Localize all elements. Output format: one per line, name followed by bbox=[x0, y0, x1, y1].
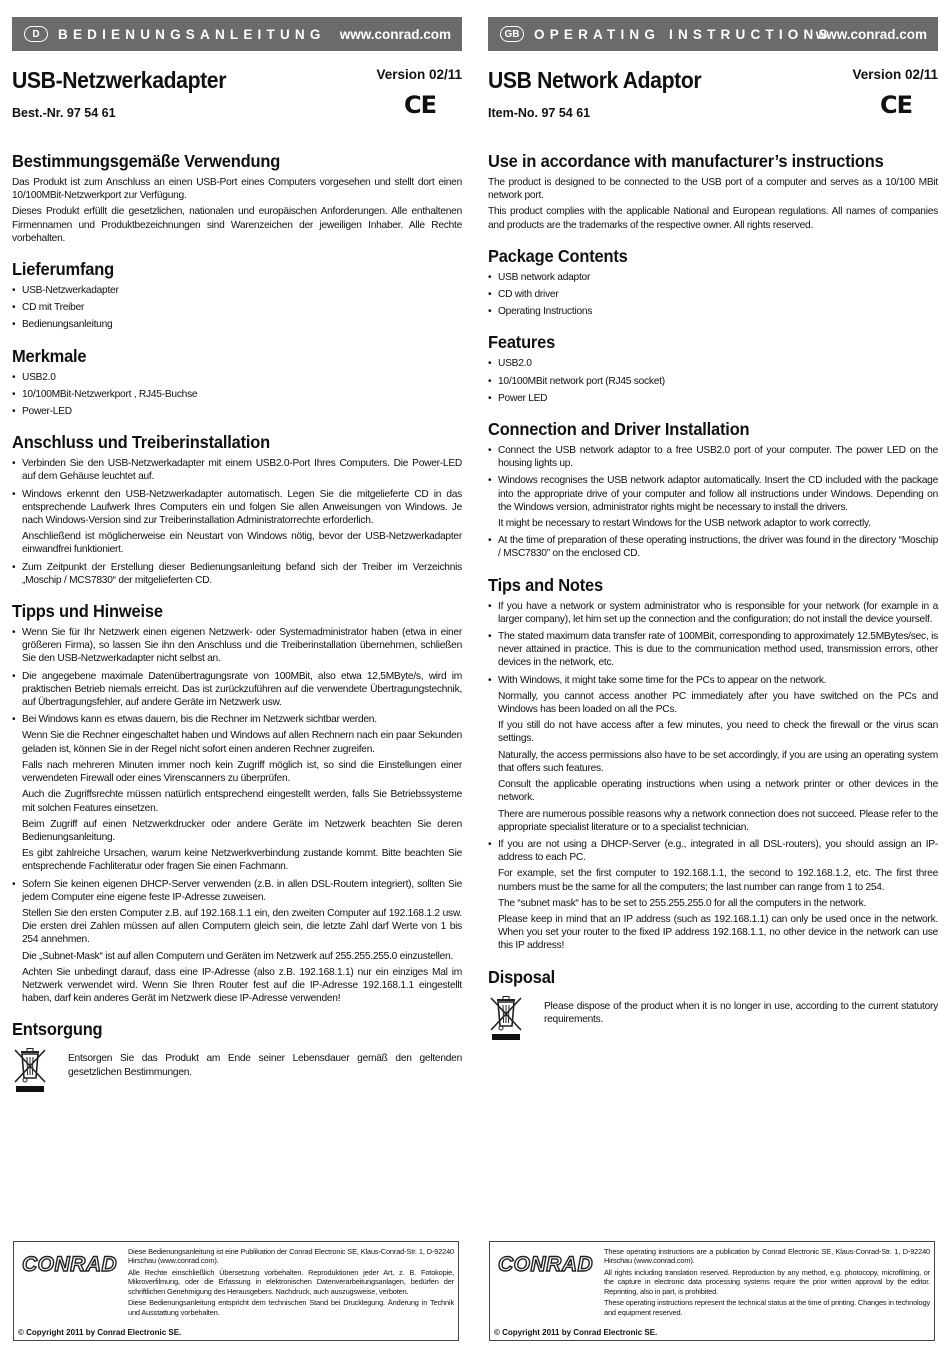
ce-mark-icon: CE bbox=[403, 91, 436, 119]
section-heading-package-de: Lieferumfang bbox=[12, 259, 114, 280]
list-item bbox=[12, 713, 462, 873]
package-list-de bbox=[12, 284, 462, 332]
section-heading-tips-en: Tips and Notes bbox=[488, 574, 603, 595]
list-item bbox=[12, 488, 462, 557]
list-item bbox=[488, 534, 938, 560]
sub-paragraph: Wenn Sie die Rechner eingeschaltet haben und Windows auf allen Rechnern nach ein paar Sekunden geladen ist, können Sie in der Regel nicht sofort einen anderen Rechner zugreifen. bbox=[22, 730, 462, 755]
english-column bbox=[488, 17, 938, 1042]
german-column bbox=[12, 17, 462, 1094]
language-badge-de: D bbox=[24, 26, 48, 42]
section-heading-features-en: Features bbox=[488, 332, 556, 353]
list-item: • USB2.0 bbox=[488, 357, 938, 370]
paragraph: Das Produkt ist zum Anschluss an einen USB-Port eines Computers vorgesehen und stellt dort einen 10/100MBit-Netzwerkport zur Verfügung. bbox=[12, 177, 462, 202]
disposal-block-de bbox=[12, 1046, 462, 1094]
version-label-en: Version 02/11 bbox=[852, 67, 938, 82]
list-item bbox=[488, 630, 938, 670]
footer-paragraph: All rights including translation reserved. Reproduction by any method, e.g. photocopy, microfilming, or the capture in electronic data processing systems require the prior written approval by the editor. Reprinting, also in part, is prohibited. bbox=[604, 1268, 930, 1296]
conrad-logo-text: CONRAD bbox=[498, 1253, 594, 1276]
sub-paragraph: Beim Zugriff auf einen Netzwerkdrucker oder andere Geräte im Netzwerk beachten Sie deren Bedienungsanleitung. bbox=[22, 818, 462, 843]
list-item bbox=[488, 838, 938, 953]
sub-paragraph: Falls nach mehreren Minuten immer noch kein Zugriff möglich ist, so sind die Einstellungen einer verwendeten Firewall oder eines Virenscanners zu überprüfen. bbox=[22, 759, 462, 785]
sub-paragraph: Please keep in mind that an IP address (such as 192.168.1.1) can only be used once in the network. When you set your router to the fixed IP address 192.168.1.1, no other device in the network can use this IP address! bbox=[498, 913, 938, 952]
footer-text-de bbox=[128, 1247, 454, 1320]
bullet-text: Wenn Sie für Ihr Netzwerk einen eigenen Netzwerk- oder Systemadministrator haben (etwa in einer größeren Firma), so lassen Sie ihn den Anschluss und die Treiberinstallation übernehmen, schließen Sie den USB-Netzwerkadapter nicht selbst an. bbox=[22, 627, 462, 665]
footer-paragraph: Alle Rechte einschließlich Übersetzung vorbehalten. Reproduktionen jeder Art, z. B. Fotokopie, Mikroverfilmung, oder die Erfassung in elektronischen Datenverarbeitungsanlagen, bedürfen der schriftlichen Genehmigung des Herausgebers. Nachdruck, auch auszugsweise, verboten. bbox=[128, 1268, 454, 1296]
banner-url-de: www.conrad.com bbox=[339, 26, 451, 42]
sub-paragraph: Anschließend ist möglicherweise ein Neustart von Windows nötig, bevor der USB-Netzwerkadapter einwandfrei funktioniert. bbox=[22, 531, 462, 556]
package-list-en bbox=[488, 271, 938, 319]
copyright-en: © Copyright 2011 by Conrad Electronic SE. bbox=[494, 1328, 658, 1337]
list-item bbox=[12, 626, 462, 666]
copyright-de: © Copyright 2011 by Conrad Electronic SE. bbox=[18, 1328, 182, 1337]
footer-paragraph: These operating instructions represent the technical status at the time of printing. Changes in technology and equipment reserved. bbox=[604, 1298, 930, 1317]
bullet-text: At the time of preparation of these operating instructions, the driver was found in the directory “Moschip / MSC7830” on the enclosed CD. bbox=[498, 535, 938, 560]
section-heading-package-en: Package Contents bbox=[488, 245, 628, 266]
bullet-text: Bei Windows kann es etwas dauern, bis die Rechner im Netzwerk sichtbar werden. bbox=[22, 714, 377, 726]
list-item bbox=[12, 670, 462, 710]
paragraph: Dieses Produkt erfüllt die gesetzlichen, nationalen und europäischen Anforderungen. Alle enthaltenen Firmennamen und Produktbezeichnungen sind Warenzeichen der jeweiligen Inhaber. Alle Rechte vorbehalten. bbox=[12, 206, 462, 244]
publisher-footer-en bbox=[489, 1241, 935, 1341]
paragraph: The product is designed to be connected to the USB port of a computer and serves as a 10/100 MBit network port. bbox=[488, 177, 938, 202]
sub-paragraph: For example, set the first computer to 192.168.1.1, the second to 192.168.1.2, etc. The first three numbers must be the same for all the computers; the last number can range from 1 to 254. bbox=[498, 868, 938, 893]
section-heading-intended-use-de: Bestimmungsgemäße Verwendung bbox=[12, 151, 281, 171]
tips-list-en bbox=[488, 600, 938, 953]
list-item: • USB network adaptor bbox=[488, 271, 938, 284]
bullet-text: Connect the USB network adaptor to a free USB2.0 port of your computer. The power LED on the housing lights up. bbox=[498, 445, 938, 470]
product-title-de: USB-Netzwerkadapter bbox=[12, 67, 227, 93]
disposal-text-de: Entsorgen Sie das Produkt am Ende seiner Lebensdauer gemäß den geltenden gesetzlichen Bestimmungen. bbox=[68, 1053, 462, 1078]
sub-paragraph: Auch die Zugriffsrechte müssen natürlich entsprechend eingestellt werden, falls Sie Betriebssysteme mit solchen Features einsetzen. bbox=[22, 789, 462, 814]
list-item bbox=[12, 878, 462, 1006]
item-number-de: Best.-Nr. 97 54 61 bbox=[12, 106, 116, 120]
list-item: • CD with driver bbox=[488, 288, 938, 301]
sub-paragraph: Es gibt zahlreiche Ursachen, warum keine Netzwerkverbindung zustande kommt. Bitte beachten Sie entsprechende Fachliteratur oder fragen Sie einen Fachmann. bbox=[22, 848, 462, 873]
bullet-text: If you have a network or system administrator who is responsible for your network (for example in a larger company), let him set up the connection and the configuration; do not install the device yourself. bbox=[498, 600, 938, 625]
section-heading-connection-de: Anschluss und Treiberinstallation bbox=[12, 432, 270, 453]
bullet-text: With Windows, it might take some time for the PCs to appear on the network. bbox=[498, 674, 827, 686]
sub-paragraph: Naturally, the access permissions also have to be set accordingly, if you are using an operating system that offers such features. bbox=[498, 749, 938, 774]
footer-paragraph: Diese Bedienungsanleitung entspricht dem technischen Stand bei Drucklegung. Änderung in Technik und Ausstattung vorbehalten. bbox=[128, 1298, 454, 1317]
list-item bbox=[488, 674, 938, 834]
publisher-footer-de bbox=[13, 1241, 459, 1341]
list-item: • Bedienungsanleitung bbox=[12, 318, 462, 331]
bullet-text: If you are not using a DHCP-Server (e.g., integrated in all DSL-routers), you should assign an IP-address to each PC. bbox=[498, 838, 938, 864]
paragraph: This product complies with the applicable National and European regulations. All names of companies and products are the trademarks of the respective owner. All rights reserved. bbox=[488, 206, 938, 231]
features-list-en bbox=[488, 357, 938, 405]
sub-paragraph: Consult the applicable operating instructions when using a network printer or other devices in the network. bbox=[498, 779, 938, 804]
section-heading-intended-use-en: Use in accordance with manufacturer’s instructions bbox=[488, 151, 884, 171]
version-label-de: Version 02/11 bbox=[376, 67, 462, 82]
title-block-en bbox=[488, 67, 938, 137]
disposal-text-en: Please dispose of the product when it is no longer in use, according to the current statutory requirements. bbox=[544, 1000, 938, 1025]
title-block-de bbox=[12, 67, 462, 137]
conrad-logo bbox=[496, 1250, 598, 1278]
tips-list-de bbox=[12, 626, 462, 1005]
header-banner-en bbox=[488, 17, 938, 51]
list-item bbox=[488, 474, 938, 530]
banner-title-en: OPERATING INSTRUCTIONS bbox=[534, 26, 833, 42]
connection-list-de bbox=[12, 457, 462, 587]
sub-paragraph: It might be necessary to restart Windows for the USB network adaptor to work correctly. bbox=[498, 518, 871, 530]
weee-crossed-bin-icon bbox=[488, 994, 524, 1042]
list-item: • CD mit Treiber bbox=[12, 301, 462, 314]
conrad-logo bbox=[20, 1250, 122, 1278]
list-item bbox=[488, 600, 938, 626]
language-badge-en: GB bbox=[500, 26, 524, 42]
list-item: • USB-Netzwerkadapter bbox=[12, 284, 462, 297]
list-item: • USB2.0 bbox=[12, 371, 462, 384]
bullet-text: Sofern Sie keinen eigenen DHCP-Server verwenden (z.B. in allen DSL-Routern integriert), sollten Sie jedem Computer eine eigene feste IP-Adresse zuweisen. bbox=[22, 878, 462, 903]
header-banner-de bbox=[12, 17, 462, 51]
bullet-text: Die angegebene maximale Datenübertragungsrate von 100MBit, also etwa 12,5MByte/s, wird im praktischen Betrieb niemals erreicht. Das ist zurückzuführen auf die verwendete Übertragungstechnik, auf Übertragungsfehler, auf andere Geräte im Netzwerk usw. bbox=[22, 670, 462, 709]
bullet-text: Zum Zeitpunkt der Erstellung dieser Bedienungsanleitung befand sich der Treiber im Verzeichnis „Moschip / MCS7830“ der mitgelieferten CD. bbox=[22, 561, 462, 586]
footer-paragraph: Diese Bedienungsanleitung ist eine Publikation der Conrad Electronic SE, Klaus-Conrad-Str. 1, D-92240 Hirschau (www.conrad.com). bbox=[128, 1247, 454, 1266]
list-item bbox=[488, 444, 938, 470]
list-item: • 10/100MBit network port (RJ45 socket) bbox=[488, 375, 938, 388]
section-heading-connection-en: Connection and Driver Installation bbox=[488, 419, 750, 440]
footer-text-en bbox=[604, 1247, 930, 1320]
list-item: • Operating Instructions bbox=[488, 305, 938, 318]
sub-paragraph: There are numerous possible reasons why a network connection does not succeed. Please refer to the appropriate specialist literature or to a specialist technician. bbox=[498, 808, 938, 833]
ce-mark-icon: CE bbox=[879, 91, 912, 119]
item-number-en: Item-No. 97 54 61 bbox=[488, 106, 591, 120]
banner-url-en: www.conrad.com bbox=[815, 26, 927, 42]
sub-paragraph: Normally, you cannot access another PC immediately after you have switched on the PCs and Windows has been loaded on all the PCs. bbox=[498, 690, 938, 716]
list-item: • Power LED bbox=[488, 392, 938, 405]
content-en bbox=[488, 151, 938, 1042]
connection-list-en bbox=[488, 444, 938, 561]
product-title-en: USB Network Adaptor bbox=[488, 67, 702, 93]
sub-paragraph: Die „Subnet-Mask“ ist auf allen Computern und Geräten im Netzwerk auf 255.255.255.0 einzustellen. bbox=[22, 950, 454, 962]
bullet-text: The stated maximum data transfer rate of 100MBit, corresponding to approximately 12.5MBytes/sec, is never attained in practice. This is due to the communication method used, transmission errors, other devices in the network, etc. bbox=[498, 631, 938, 669]
section-heading-tips-de: Tipps und Hinweise bbox=[12, 601, 163, 622]
section-heading-features-de: Merkmale bbox=[12, 345, 87, 366]
list-item bbox=[12, 561, 462, 587]
features-list-de bbox=[12, 371, 462, 419]
sub-paragraph: If you still do not have access after a few minutes, you need to check the firewall or the virus scan settings. bbox=[498, 720, 938, 745]
sub-paragraph: Achten Sie unbedingt darauf, dass eine IP-Adresse (also z.B. 192.168.1.1) nur ein einziges Mal im Netzwerk verwendet wird. Wenn Sie Ihren Router fest auf die IP-Adresse 192.168.1.1 eingestellt haben, darf kein anderes Gerät im Netzwerk diese IP-Adresse verwenden! bbox=[22, 966, 462, 1005]
sub-paragraph: The “subnet mask“ has to be set to 255.255.255.0 for all the computers in the network. bbox=[498, 897, 867, 909]
section-heading-disposal-de: Entsorgung bbox=[12, 1019, 103, 1040]
weee-crossed-bin-icon bbox=[12, 1046, 48, 1094]
footer-paragraph: These operating instructions are a publication by Conrad Electronic SE, Klaus-Conrad-Str. 1, D-92240 Hirschau (www.conrad.com). bbox=[604, 1247, 930, 1266]
section-heading-disposal-en: Disposal bbox=[488, 966, 556, 987]
disposal-block-en bbox=[488, 994, 938, 1042]
bullet-text: Verbinden Sie den USB-Netzwerkadapter mit einem USB2.0-Port Ihres Computers. Die Power-LED auf dem Gehäuse leuchtet auf. bbox=[22, 458, 462, 483]
list-item: • 10/100MBit-Netzwerkport , RJ45-Buchse bbox=[12, 388, 462, 401]
banner-title-de: BEDIENUNGSANLEITUNG bbox=[58, 26, 326, 42]
list-item bbox=[12, 457, 462, 483]
bullet-text: Windows recognises the USB network adaptor automatically. Insert the CD included with the package into the appropriate drive of your computer and follow all instructions under Windows. Depending on the Windows version, administrator rights might be necessary to install the drivers. bbox=[498, 475, 938, 513]
list-item: • Power-LED bbox=[12, 405, 462, 418]
content-de bbox=[12, 151, 462, 1094]
sub-paragraph: Stellen Sie den ersten Computer z.B. auf 192.168.1.1 ein, den zweiten Computer auf 192.168.1.2 usw. Die ersten drei Zahlen müssen auf allen Computern gleich sein, die letzte Zahl darf Werte von 1 bis 254 annehmen. bbox=[22, 907, 462, 946]
conrad-logo-text: CONRAD bbox=[22, 1253, 118, 1276]
bullet-text: Windows erkennt den USB-Netzwerkadapter automatisch. Legen Sie die mitgelieferte CD in das entsprechende Laufwerk Ihres Computers ein und folgen Sie allen Anweisungen von Windows. Je nach Windows-Version sind zur Treiberinstallation Administratorrechte erforderlich. bbox=[22, 488, 462, 527]
